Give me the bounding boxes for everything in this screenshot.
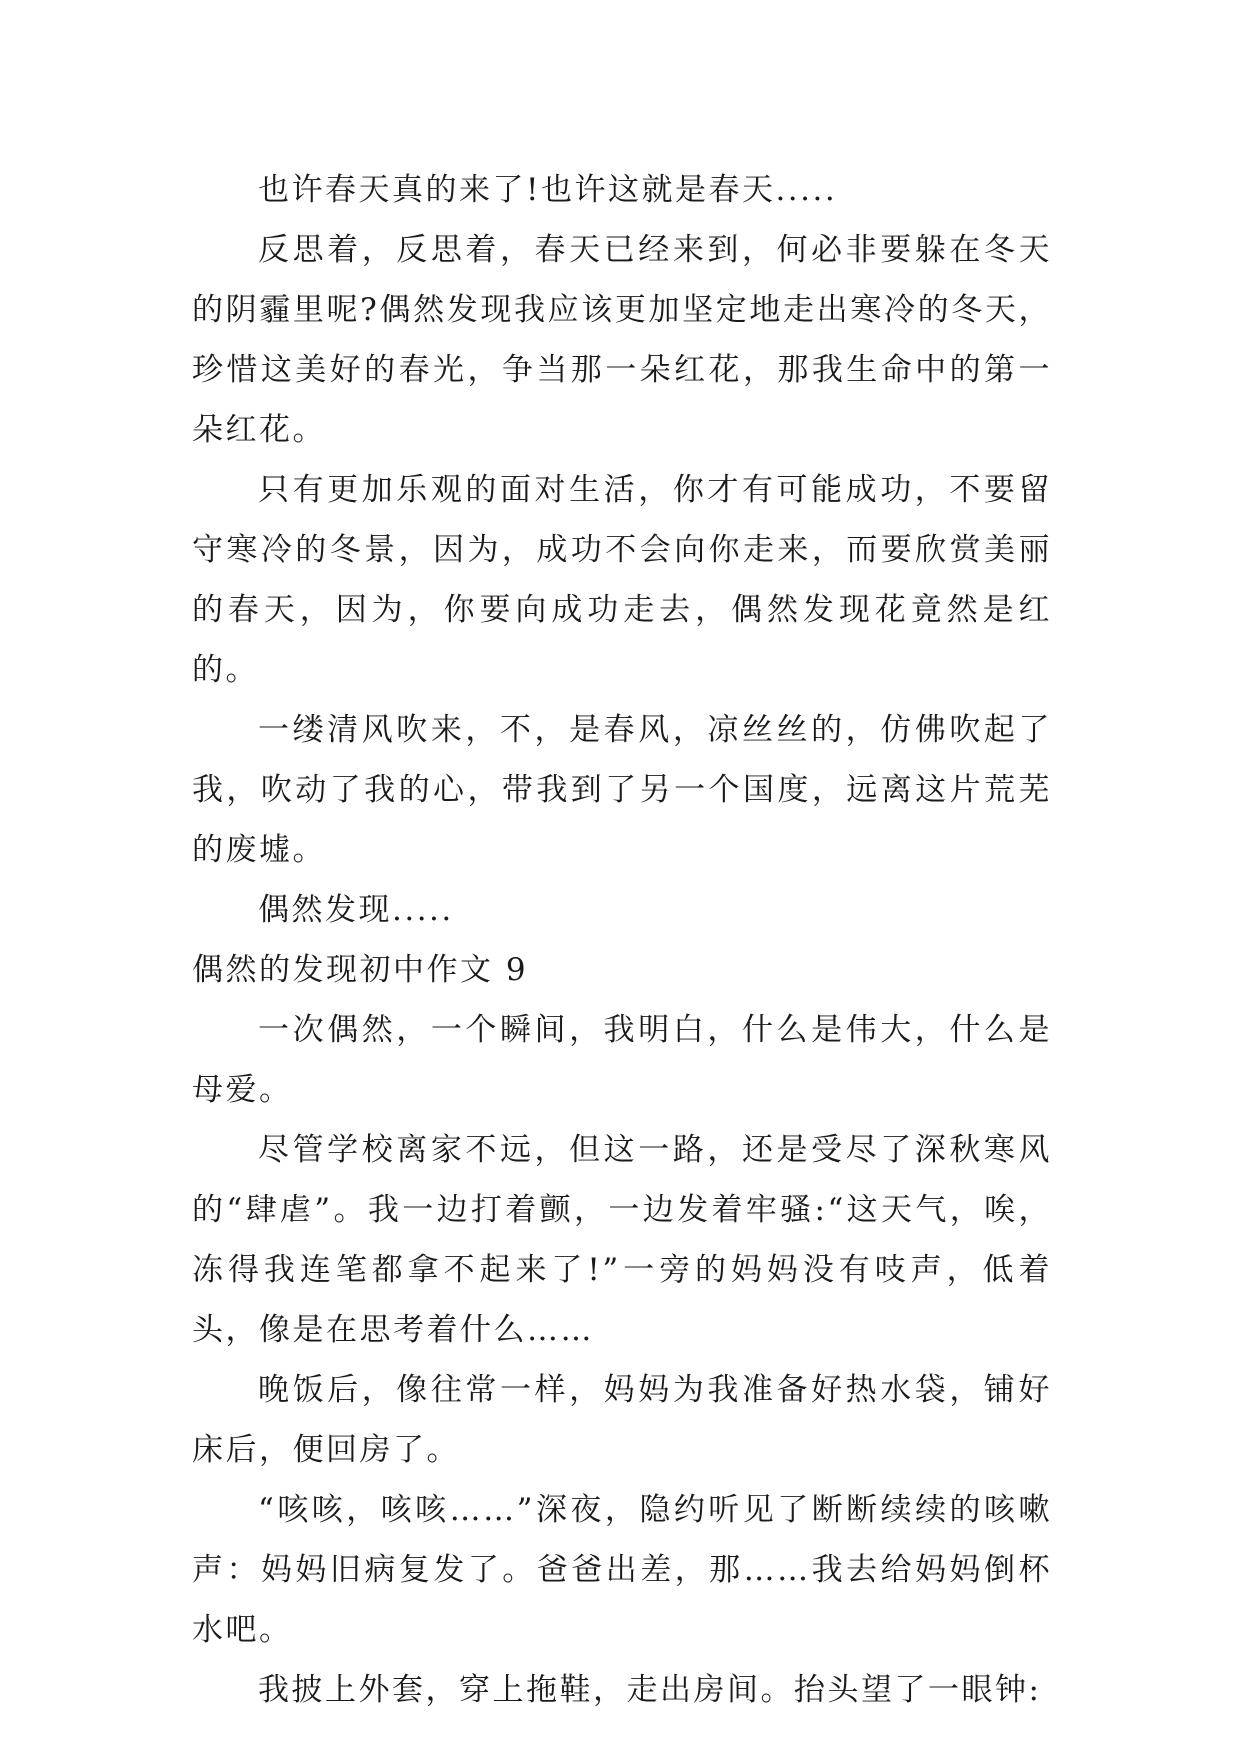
paragraph: 我披上外套，穿上拖鞋，走出房间。抬头望了一眼钟:: [258, 1672, 1042, 1708]
paragraph: 只有更加乐观的面对生活，你才有可能成功，不要留守寒冷的冬景，因为，成功不会向你走来，而要欣赏美丽的春天，因为，你要向成功走去，偶然发现花竟然是红的。: [192, 472, 1052, 688]
paragraph: 偶然发现.....: [258, 892, 454, 928]
document-page: [192, 160, 1052, 1720]
paragraph: “咳咳，咳咳……”深夜，隐约听见了断断续续的咳嗽声：妈妈旧病复发了。爸爸出差，那……我去给妈妈倒杯水吧。: [192, 1492, 1052, 1648]
paragraph: 反思着，反思着，春天已经来到，何必非要躲在冬天的阴霾里呢?偶然发现我应该更加坚定地走出寒冷的冬天，珍惜这美好的春光，争当那一朵红花，那我生命中的第一朵红花。: [192, 232, 1052, 448]
paragraph: 一次偶然，一个瞬间，我明白，什么是伟大，什么是母爱。: [192, 1012, 1052, 1108]
paragraph: 也许春天真的来了!也许这就是春天.....: [258, 172, 838, 208]
paragraph: 尽管学校离家不远，但这一路，还是受尽了深秋寒风的“肆虐”。我一边打着颤，一边发着牢骚:“这天气，唉，冻得我连笔都拿不起来了!”一旁的妈妈没有吱声，低着头，像是在思考着什么……: [192, 1132, 1052, 1348]
paragraph: 一缕清风吹来，不，是春风，凉丝丝的，仿佛吹起了我，吹动了我的心，带我到了另一个国度，远离这片荒芜的废墟。: [192, 712, 1052, 868]
paragraph: 晚饭后，像往常一样，妈妈为我准备好热水袋，铺好床后，便回房了。: [192, 1372, 1052, 1468]
section-heading: 偶然的发现初中作文 9: [192, 952, 529, 988]
